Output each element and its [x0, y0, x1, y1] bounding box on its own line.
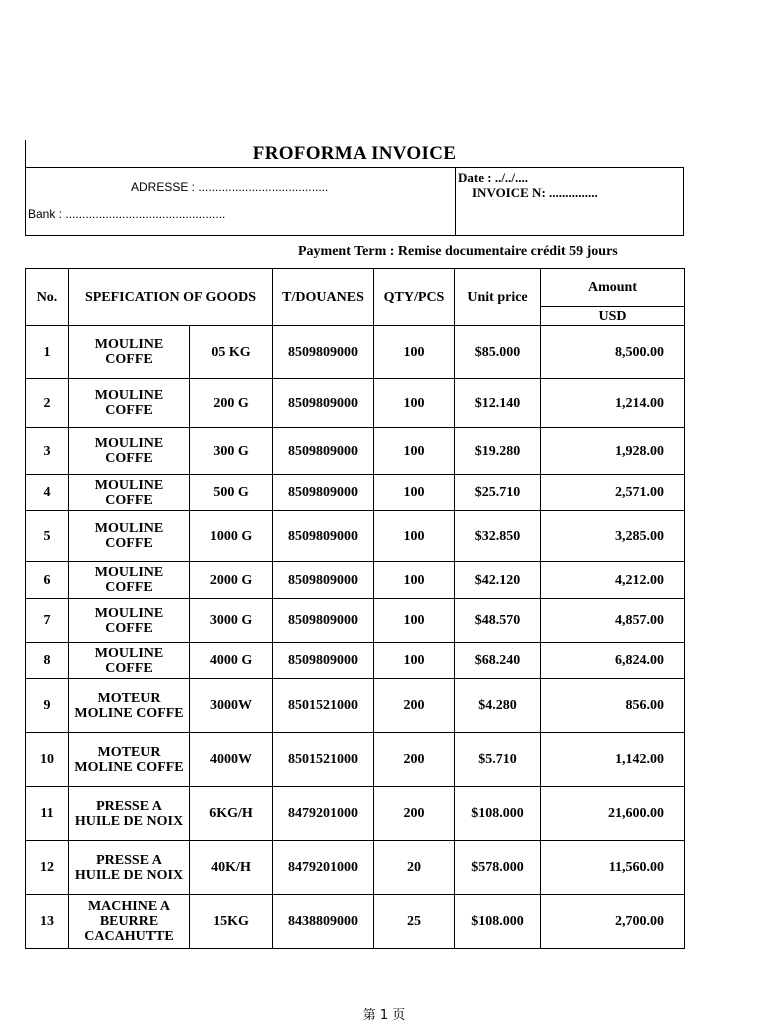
payment-term: Payment Term : Remise documentaire crédit 59 jours	[298, 244, 618, 259]
goods-description	[69, 841, 190, 895]
customs-code: 8509809000	[273, 428, 374, 475]
quantity: 25	[374, 895, 455, 949]
quantity: 200	[374, 787, 455, 841]
goods-description-line: MOULINE	[94, 337, 164, 352]
goods-description-line: MOULINE	[94, 565, 164, 580]
goods-description	[69, 599, 190, 643]
amount: 6,824.00	[541, 643, 685, 679]
goods-description	[69, 895, 190, 949]
table-row	[26, 379, 685, 428]
unit-price: $68.240	[455, 643, 541, 679]
goods-description-line: HUILE DE NOIX	[74, 867, 184, 883]
table-row	[26, 733, 685, 787]
table-row	[26, 562, 685, 599]
amount: 856.00	[541, 679, 685, 733]
col-header-qty: QTY/PCS	[374, 269, 455, 326]
col-header-douanes: T/DOUANES	[273, 269, 374, 326]
goods-description-line: MOULINE	[94, 436, 164, 451]
goods-description-line: COFFE	[105, 352, 153, 367]
date-field: Date : ../../....	[458, 170, 529, 185]
goods-description	[69, 379, 190, 428]
goods-spec: 3000 G	[190, 599, 273, 643]
table-row	[26, 326, 685, 379]
goods-description-line: CACAHUTTE	[84, 929, 174, 944]
goods-description-line: MOLINE COFFE	[74, 705, 184, 721]
amount: 1,142.00	[541, 733, 685, 787]
goods-spec: 500 G	[190, 475, 273, 511]
quantity: 200	[374, 733, 455, 787]
goods-description-line: PRESSE A	[96, 852, 162, 868]
amount: 4,857.00	[541, 599, 685, 643]
unit-price: $12.140	[455, 379, 541, 428]
adresse-field: ADRESSE : .......................................	[131, 180, 329, 194]
unit-price: $5.710	[455, 733, 541, 787]
unit-price: $42.120	[455, 562, 541, 599]
quantity: 200	[374, 679, 455, 733]
row-number: 1	[26, 326, 69, 379]
invoice-table	[25, 268, 685, 949]
customs-code: 8509809000	[273, 475, 374, 511]
unit-price: $578.000	[455, 841, 541, 895]
customs-code: 8501521000	[273, 733, 374, 787]
table-row	[26, 643, 685, 679]
goods-description-line: MOTEUR	[97, 690, 161, 706]
customs-code: 8479201000	[273, 841, 374, 895]
table-row	[26, 787, 685, 841]
unit-price: $4.280	[455, 679, 541, 733]
goods-description-line: MOULINE	[94, 521, 164, 536]
goods-description-line: COFFE	[105, 536, 153, 551]
row-number: 7	[26, 599, 69, 643]
customs-code: 8509809000	[273, 562, 374, 599]
col-header-amount: Amount	[541, 269, 685, 307]
amount: 1,214.00	[541, 379, 685, 428]
goods-description-line: MOULINE	[94, 477, 164, 493]
amount: 11,560.00	[541, 841, 685, 895]
goods-spec: 05 KG	[190, 326, 273, 379]
customs-code: 8438809000	[273, 895, 374, 949]
goods-spec: 4000 G	[190, 643, 273, 679]
goods-spec: 40K/H	[190, 841, 273, 895]
goods-description	[69, 787, 190, 841]
goods-spec: 1000 G	[190, 511, 273, 562]
quantity: 100	[374, 599, 455, 643]
address-box	[25, 167, 684, 236]
row-number: 8	[26, 643, 69, 679]
row-number: 11	[26, 787, 69, 841]
goods-spec: 2000 G	[190, 562, 273, 599]
bank-field: Bank : ................................................	[28, 207, 226, 221]
unit-price: $32.850	[455, 511, 541, 562]
table-row	[26, 511, 685, 562]
goods-description	[69, 643, 190, 679]
address-divider	[455, 168, 456, 235]
table-row	[26, 475, 685, 511]
row-number: 9	[26, 679, 69, 733]
amount: 3,285.00	[541, 511, 685, 562]
goods-description-line: MOULINE	[94, 645, 164, 661]
table-row	[26, 895, 685, 949]
quantity: 100	[374, 326, 455, 379]
col-header-unit-price: Unit price	[455, 269, 541, 326]
goods-description-line: MACHINE A	[87, 899, 171, 914]
goods-description-line: COFFE	[105, 660, 153, 676]
amount: 21,600.00	[541, 787, 685, 841]
unit-price: $48.570	[455, 599, 541, 643]
col-header-currency: USD	[541, 307, 685, 326]
goods-description-line: MOLINE COFFE	[74, 759, 184, 775]
row-number: 4	[26, 475, 69, 511]
goods-spec: 6KG/H	[190, 787, 273, 841]
invoice-number-field: INVOICE N: ...............	[472, 185, 598, 200]
row-number: 10	[26, 733, 69, 787]
row-number: 5	[26, 511, 69, 562]
amount: 8,500.00	[541, 326, 685, 379]
goods-description-line: COFFE	[105, 580, 153, 595]
quantity: 100	[374, 511, 455, 562]
amount: 2,571.00	[541, 475, 685, 511]
col-header-no: No.	[26, 269, 69, 326]
table-row	[26, 679, 685, 733]
unit-price: $25.710	[455, 475, 541, 511]
customs-code: 8509809000	[273, 379, 374, 428]
customs-code: 8509809000	[273, 643, 374, 679]
row-number: 2	[26, 379, 69, 428]
quantity: 100	[374, 562, 455, 599]
goods-description-line: MOTEUR	[97, 744, 161, 760]
customs-code: 8509809000	[273, 599, 374, 643]
customs-code: 8509809000	[273, 511, 374, 562]
amount: 1,928.00	[541, 428, 685, 475]
goods-description	[69, 475, 190, 511]
row-number: 3	[26, 428, 69, 475]
customs-code: 8509809000	[273, 326, 374, 379]
goods-description	[69, 326, 190, 379]
row-number: 6	[26, 562, 69, 599]
goods-description-line: COFFE	[105, 620, 153, 636]
goods-description-line: COFFE	[105, 451, 153, 466]
customs-code: 8501521000	[273, 679, 374, 733]
goods-spec: 4000W	[190, 733, 273, 787]
page-footer: 第 1 页	[362, 1008, 406, 1023]
goods-spec: 200 G	[190, 379, 273, 428]
unit-price: $19.280	[455, 428, 541, 475]
goods-description-line: BEURRE	[99, 914, 159, 929]
goods-description-line: COFFE	[105, 403, 153, 418]
goods-description	[69, 733, 190, 787]
goods-description	[69, 679, 190, 733]
quantity: 100	[374, 428, 455, 475]
quantity: 100	[374, 643, 455, 679]
goods-description	[69, 511, 190, 562]
goods-description	[69, 428, 190, 475]
goods-description	[69, 562, 190, 599]
table-row	[26, 599, 685, 643]
unit-price: $108.000	[455, 895, 541, 949]
goods-description-line: MOULINE	[94, 388, 164, 403]
page-title: FROFORMA INVOICE	[252, 143, 457, 164]
customs-code: 8479201000	[273, 787, 374, 841]
goods-spec: 3000W	[190, 679, 273, 733]
col-header-spec: SPEFICATION OF GOODS	[69, 269, 273, 326]
unit-price: $85.000	[455, 326, 541, 379]
quantity: 20	[374, 841, 455, 895]
table-row	[26, 841, 685, 895]
row-number: 13	[26, 895, 69, 949]
amount: 2,700.00	[541, 895, 685, 949]
amount: 4,212.00	[541, 562, 685, 599]
goods-description-line: MOULINE	[94, 605, 164, 621]
quantity: 100	[374, 475, 455, 511]
goods-spec: 300 G	[190, 428, 273, 475]
goods-description-line: HUILE DE NOIX	[74, 813, 184, 829]
goods-spec: 15KG	[190, 895, 273, 949]
goods-description-line: PRESSE A	[96, 798, 162, 814]
table-row	[26, 428, 685, 475]
row-number: 12	[26, 841, 69, 895]
quantity: 100	[374, 379, 455, 428]
goods-description-line: COFFE	[105, 492, 153, 508]
unit-price: $108.000	[455, 787, 541, 841]
